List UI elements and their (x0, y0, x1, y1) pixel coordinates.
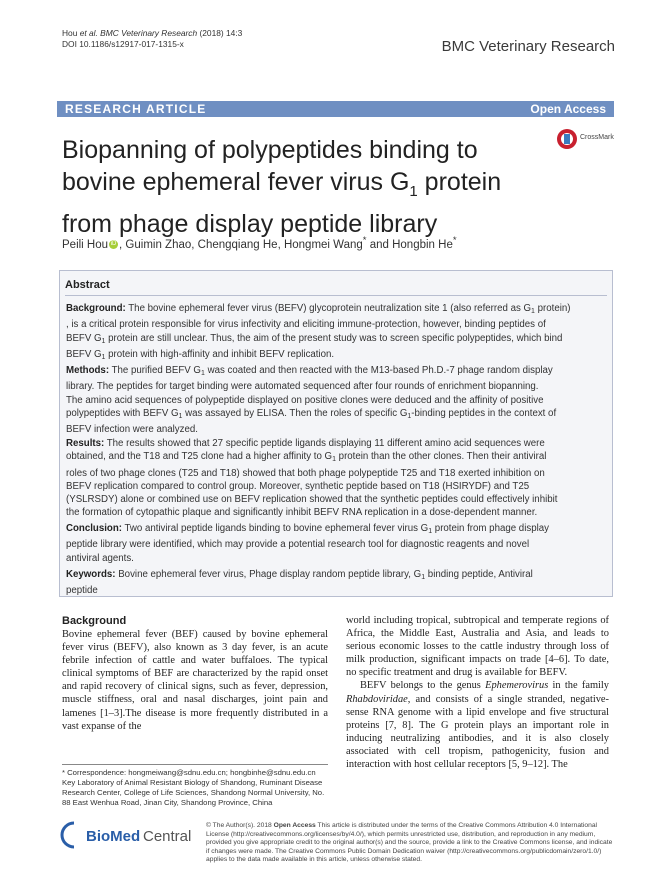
methods-label: Methods: (66, 365, 110, 376)
subscript: 1 (428, 528, 433, 535)
body-paragraph-3 (346, 679, 609, 771)
subscript: 1 (421, 574, 426, 581)
abstract-text: peptide (66, 585, 98, 597)
abstract-text: Two antiviral peptide ligands binding to bovine ephemeral fever virus G (121, 523, 429, 534)
abstract-text: The results showed that 27 specific peptide ligands displaying 11 different amino acid sequences were (104, 438, 545, 449)
abstract-heading: Abstract (65, 279, 110, 291)
abstract-text: protein) (534, 303, 571, 314)
authors-middle: , Guimin Zhao, Chengqiang He, Hongmei Wang (119, 238, 363, 251)
abstract-results (66, 437, 606, 520)
logo-wordmark-central: Central (143, 828, 192, 845)
orcid-icon[interactable]: iD (110, 241, 117, 248)
subscript: 1 (200, 370, 205, 377)
title-line-2 (62, 166, 542, 208)
abstract-background (66, 302, 606, 364)
subscript: 1 (178, 412, 183, 420)
genus-name: Ephemerovirus (485, 680, 549, 692)
title-line-2-text: bovine ephemeral fever virus G (62, 168, 410, 196)
biomed-central-logo[interactable] (60, 820, 200, 850)
subscript: 1 (531, 308, 535, 315)
abstract-methods (66, 364, 606, 436)
citation-block (62, 28, 242, 50)
title-line-1: Biopanning of polypeptides binding to (62, 136, 478, 164)
authors-last: and Hongbin He (366, 238, 453, 251)
abstract-conclusion (66, 522, 606, 565)
keywords-label: Keywords: (66, 569, 116, 580)
citation-authors: Hou (62, 28, 80, 38)
abstract-text: was coated and then reacted with the M13-based Ph.D.-7 phage random display (204, 365, 553, 376)
body-left-column (62, 614, 328, 733)
citation-year: (2018) 14:3 (197, 28, 243, 38)
correspondence-affiliation: Key Laboratory of Animal Resistant Biology of Shandong, Ruminant Disease Research Center, College of Life Sciences, Shandong Normal University, No. 88 East Wenhua Road, Jinan City, Shandong Province, China (62, 778, 325, 807)
license-open-access: Open Access (273, 822, 316, 829)
body-paragraph-1: Bovine ephemeral fever (BEF) caused by bovine ephemeral fever virus (BEFV), also known as 3 day fever, is an acute febrile infection of cattle and water buffaloes. The typical clinical symptoms of BEF are characterized by the rapid onset and rapid recovery of clinical signs, such as fever, depression, muscle stiffness, oral and nasal discharges, joint pain and lamenes [1–3].The disease is more frequently distributed in a vast expanse of the (62, 629, 328, 732)
author-list (62, 235, 457, 251)
crossmark-icon (556, 128, 578, 150)
family-name: Rhabdoviridae (346, 693, 408, 705)
body-right-column (346, 614, 609, 771)
abstract-text: The purified BEFV G (109, 365, 201, 376)
title-subscript: 1 (409, 183, 418, 200)
abstract-text: protein are still unclear. Thus, the aim of the present study was to screen specific polypeptides, which bind (105, 332, 563, 344)
abstract-text: protein from phage display (432, 523, 549, 534)
abstract-text: polypeptides with BEFV G (66, 407, 179, 419)
corresponding-mark: * (362, 235, 367, 246)
article-title (62, 134, 542, 240)
abstract-text: Bovine ephemeral fever virus, Phage display random peptide library, G (115, 569, 422, 580)
abstract-text: the formation of cytopathic plaque and significantly inhibit BEFV RNA replication in a dose-dependent manner. (66, 507, 538, 519)
article-type-banner (57, 101, 614, 117)
body-text: in the family (548, 680, 609, 692)
abstract-text: binding peptide, Antiviral (425, 569, 533, 580)
license-statement (206, 822, 614, 865)
abstract-text: was assayed by ELISA. Then the roles of specific G (182, 407, 408, 419)
background-label: Background: (66, 303, 126, 314)
title-line-3: from phage display peptide library (62, 210, 438, 238)
subscript: 1 (407, 412, 412, 420)
body-text: BEFV belongs to the genus (360, 680, 486, 692)
crossmark-badge[interactable] (556, 128, 616, 152)
subscript: 1 (332, 456, 336, 464)
abstract-text: The bovine ephemeral fever virus (BEFV) glycoprotein neutralization site 1 (also referred as G (125, 303, 532, 314)
body-paragraph-2: world including tropical, subtropical and temperate regions of Africa, the Middle East, Australia and Asia, and leads to serious economic losses to the cattle industry through loss of milk production, significant impacts on trade [4–6]. To date, no specific treatment and drug is available for BEFV. (346, 615, 609, 679)
abstract-text: -binding peptides in the context of (411, 407, 557, 419)
conclusion-label: Conclusion: (66, 523, 122, 534)
license-text: This article is distributed under the terms of the Creative Commons Attribution 4.0 International License (http://creativecommons.org/licenses/by/4.0/), which permits unrestricted use, distribution, and reproduction in any medium, provided you give appropriate credit to the original author(s) and the source, provide a link to the Creative Commons license, and indicate if changes were made. The Creative Commons Public Domain Dedication waiver (http://creativecommons.org/publicdomain/zero/1.0/) applies to the data made available in this article, unless otherwise stated. (206, 822, 613, 864)
results-label: Results: (66, 438, 105, 449)
license-text: © The Author(s). 2018 (206, 822, 274, 829)
abstract-text: protein with high-affinity and inhibit BEFV replication. (105, 348, 335, 360)
subscript: 1 (101, 353, 106, 361)
abstract-text: BEFV G (66, 348, 102, 360)
abstract-text: (YSLRSDY) alone or combined use on BEFV replication showed that the synthetic peptides could effectively inhibit (66, 494, 558, 506)
abstract-text: library. The peptides for target binding were automated sequenced after four rounds of enrichment biopanning. (66, 381, 539, 393)
author-1[interactable]: Peili Hou (62, 238, 109, 251)
abstract-text: antiviral agents. (66, 552, 134, 564)
abstract-text: The amino acid sequences of polypeptide displayed on positive clones were deduced and the affinity of positive (66, 394, 544, 406)
abstract-text: BEFV infection were analyzed. (66, 424, 198, 436)
crossmark-label: CrossMark (580, 134, 614, 141)
abstract-text: BEFV G (66, 332, 102, 344)
doi-link[interactable]: DOI 10.1186/s12917-017-1315-x (62, 39, 184, 49)
body-text: , and consists of a single stranded, negative-sense RNA genome with a lipid envelope and five structural proteins [7, 8]. The G protein plays an important role in inducing neutralizing antibodies, and it is also closely associated with cell tropism, pathogenicity, fusion and interaction with host cellular receptors [5, 9–12]. The (346, 693, 609, 771)
open-access-label: Open Access (530, 102, 606, 116)
abstract-text: BEFV replication compared to control group. Moreover, synthetic peptide based on T18 (HSIRYDF) and T25 (66, 480, 530, 492)
citation-journal: et al. BMC Veterinary Research (79, 28, 198, 38)
title-line-2-end: protein (417, 168, 502, 196)
abstract-box (59, 270, 613, 597)
abstract-divider (65, 295, 607, 296)
abstract-text: , is a critical protein responsible for virus infectivity and eliciting immune-protection, however, binding peptides of (66, 319, 546, 331)
correspondence-note (62, 764, 328, 808)
article-type-label: RESEARCH ARTICLE (65, 102, 207, 116)
abstract-text: protein than the other clones. Then their antiviral (335, 451, 547, 463)
subscript: 1 (101, 337, 106, 345)
correspondence-emails[interactable]: * Correspondence: hongmeiwang@sdnu.edu.cn; hongbinhe@sdnu.edu.cn (62, 768, 316, 777)
corresponding-mark-2: * (452, 235, 457, 246)
journal-name: BMC Veterinary Research (441, 38, 615, 55)
abstract-text: peptide library were identified, which may provide a potential research tool for diagnostic reagents and novel (66, 539, 530, 551)
abstract-text: obtained, and the T18 and T25 clone had a higher affinity to G (66, 451, 333, 463)
abstract-keywords (66, 568, 606, 598)
section-heading-background: Background (62, 615, 127, 627)
biomed-logo-icon (60, 820, 200, 850)
logo-wordmark-bio: BioMed (86, 828, 141, 845)
abstract-text: roles of two phage clones (T25 and T18) showed that both phage polypeptide T25 and T18 exerted inhibition on (66, 467, 545, 479)
